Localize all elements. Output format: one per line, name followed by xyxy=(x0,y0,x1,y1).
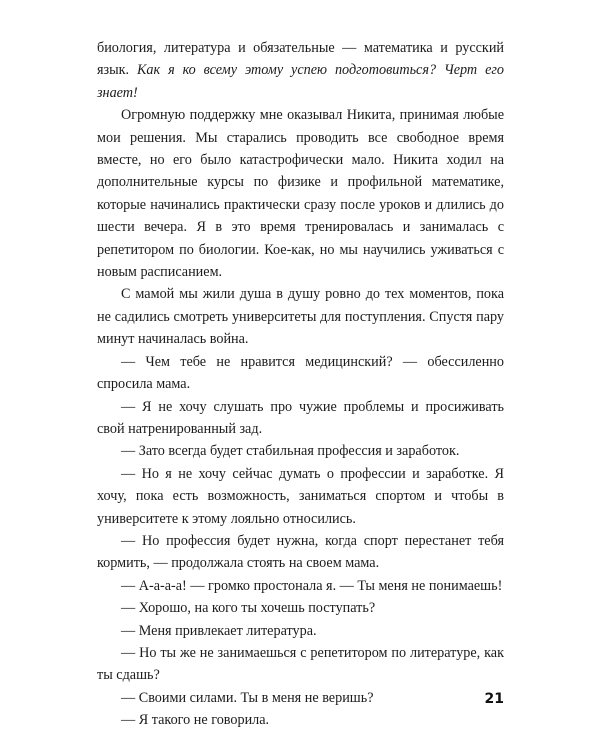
page-number: 21 xyxy=(484,691,504,707)
dialogue-line-9: — Но ты же не занимаешься с репетитором по литературе, как ты сдашь? xyxy=(97,644,504,684)
intro-text: биология, литература и обязательные — математика и русский язык. xyxy=(97,40,504,79)
dialogue-line-7: — Хорошо, на кого ты хочешь поступать? xyxy=(121,600,376,617)
dialogue-line-4: — Но я не хочу сейчас думать о профессии и заработке. Я хочу, пока есть возможность, заниматься спортом и чтобы в университете к этому лояльно относились. xyxy=(97,465,504,527)
dialogue-line-11: — Я такого не говорила. xyxy=(121,712,270,729)
dialogue-line-8: — Меня привлекает литература. xyxy=(121,622,317,639)
dialogue-line-6: — А-а-а-а! — громко простонала я. — Ты меня не понимаешь! xyxy=(121,577,503,594)
dialogue-line-3: — Зато всегда будет стабильная профессия и заработок. xyxy=(121,443,460,460)
book-page xyxy=(97,37,504,732)
dialogue-line-2: — Я не хочу слушать про чужие проблемы и просиживать свой натренированный зад. xyxy=(97,398,504,437)
paragraph-1: Огромную поддержку мне оказывал Никита, принимая любые мои решения. Мы старались проводить все свободное время вместе, но его было катастрофически мало. Никита ходил на дополнительные курсы по физике и профильной математике, которые начинались практически сразу после уроков и длились до шести вечера. Я в это время тренировалась и занималась с репетитором по биологии. Кое-как, но мы научились уживаться с новым расписанием. xyxy=(97,107,504,281)
dialogue-line-5: — Но профессия будет нужна, когда спорт перестанет тебя кормить, — продолжала стоять на своем мама. xyxy=(97,532,504,572)
intro-italic-text: Как я ко всему этому успею подготовиться? Черт его знает! xyxy=(97,62,504,101)
paragraph-2: С мамой мы жили душа в душу ровно до тех моментов, пока не садились смотреть университеты для поступления. Спустя пару минут начиналась война. xyxy=(97,286,504,348)
dialogue-line-10: — Своими силами. Ты в меня не веришь? xyxy=(121,689,374,706)
intro-paragraph xyxy=(97,37,504,104)
dialogue-line-1: — Чем тебе не нравится медицинский? — обессиленно спросила мама. xyxy=(97,353,504,393)
